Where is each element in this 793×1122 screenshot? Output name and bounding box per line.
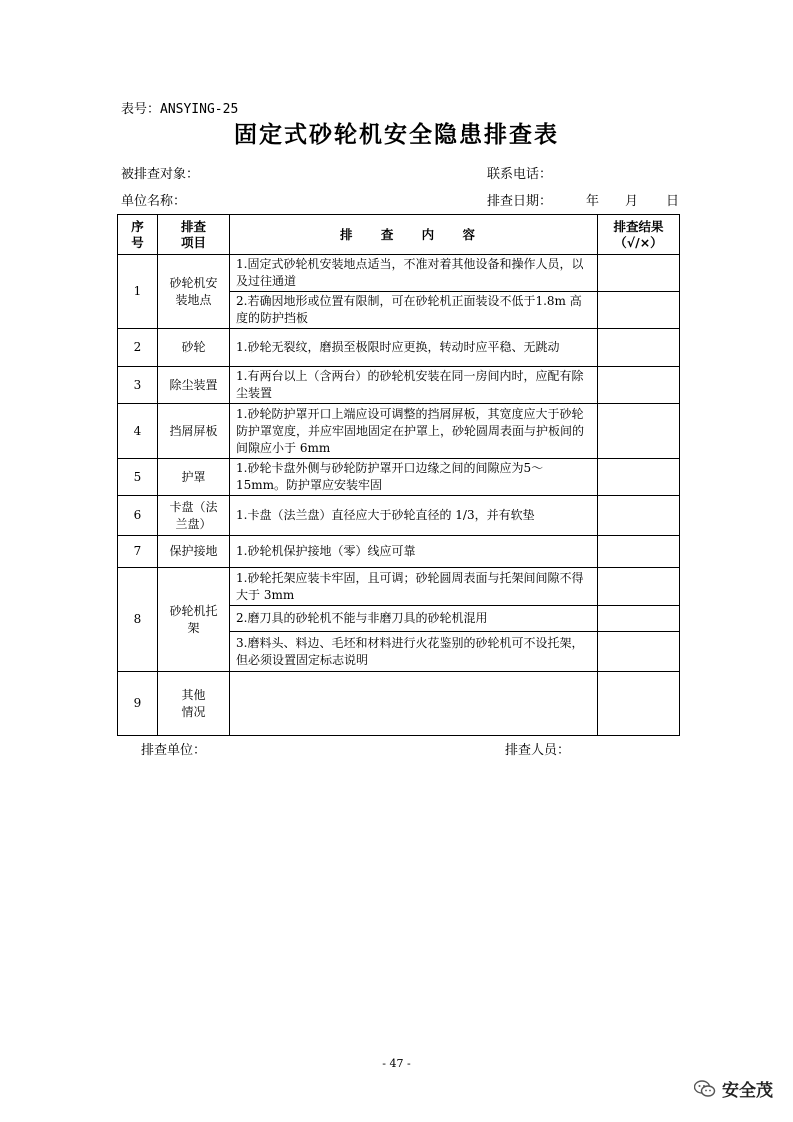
row-content: 1.砂轮无裂纹，磨损至极限时应更换，转动时应平稳、无跳动 <box>230 329 598 367</box>
result-cell[interactable] <box>598 606 680 632</box>
result-cell[interactable] <box>598 496 680 536</box>
result-cell[interactable] <box>598 672 680 736</box>
row-item: 除尘装置 <box>158 367 230 404</box>
row-no: 7 <box>118 536 158 568</box>
inspection-unit-label: 排查单位： <box>141 743 207 758</box>
result-cell[interactable] <box>598 459 680 496</box>
row-no: 1 <box>118 255 158 329</box>
row-no: 4 <box>118 404 158 459</box>
result-cell[interactable] <box>598 255 680 292</box>
row-item: 砂轮 <box>158 329 230 367</box>
table-row <box>118 404 680 459</box>
row-content: 1.有两台以上（含两台）的砂轮机安装在同一房间内时，应配有除尘装置 <box>230 367 598 404</box>
table-row <box>118 367 680 404</box>
month-label: 月 <box>625 194 639 209</box>
page-number: - 47 - <box>382 1057 411 1070</box>
row-no: 2 <box>118 329 158 367</box>
table-row <box>118 255 680 292</box>
watermark <box>694 1076 773 1101</box>
row-item: 护罩 <box>158 459 230 496</box>
row-no: 3 <box>118 367 158 404</box>
row-content: 1.卡盘（法兰盘）直径应大于砂轮直径的 1/3，并有软垫 <box>230 496 598 536</box>
row-content: 1.砂轮卡盘外侧与砂轮防护罩开口边缘之间的间隙应为5～15mm。防护罩应安装牢固 <box>230 459 598 496</box>
row-item: 卡盘（法兰盘） <box>158 496 230 536</box>
row-item: 挡屑屏板 <box>158 404 230 459</box>
table-row <box>118 459 680 496</box>
row-content: 1.砂轮机保护接地（零）线应可靠 <box>230 536 598 568</box>
result-cell[interactable] <box>598 568 680 606</box>
result-cell[interactable] <box>598 536 680 568</box>
table-row <box>118 672 680 736</box>
watermark-text: 安全茂 <box>722 1081 773 1101</box>
result-cell[interactable] <box>598 632 680 672</box>
day-label: 日 <box>666 194 680 209</box>
row-no: 5 <box>118 459 158 496</box>
wechat-icon <box>694 1080 716 1098</box>
row-item: 其他 情况 <box>158 672 230 736</box>
inspection-date <box>487 190 679 209</box>
row-content: 2.磨刀具的砂轮机不能与非磨刀具的砂轮机混用 <box>230 606 598 632</box>
col-content-header: 排 查 内 容 <box>230 215 598 255</box>
inspection-table <box>117 214 680 736</box>
date-label: 排查日期： <box>487 194 553 209</box>
table-row <box>118 329 680 367</box>
table-row <box>118 496 680 536</box>
form-number: 表号：ANSYING-25 <box>121 102 239 117</box>
row-content: 2.若确因地形或位置有限制，可在砂轮机正面装设不低于1.8m 高度的防护挡板 <box>230 292 598 329</box>
inspector-label: 排查人员： <box>505 743 571 758</box>
col-result-header: 排查结果 （√/×） <box>598 215 680 255</box>
row-content: 1.砂轮防护罩开口上端应设可调整的挡屑屏板，其宽度应大于砂轮防护罩宽度，并应牢固地固定在护罩上，砂轮圆周表面与护板间的间隙应小于 6mm <box>230 404 598 459</box>
table-row <box>118 568 680 606</box>
result-cell[interactable] <box>598 404 680 459</box>
row-no: 9 <box>118 672 158 736</box>
row-content: 1.砂轮托架应装卡牢固，且可调；砂轮圆周表面与托架间间隙不得大于 3mm <box>230 568 598 606</box>
col-item-header: 排查 项目 <box>158 215 230 255</box>
row-no: 6 <box>118 496 158 536</box>
col-no-header: 序 号 <box>118 215 158 255</box>
unit-name-label: 单位名称： <box>121 194 187 209</box>
inspected-target-label: 被排查对象： <box>121 167 200 182</box>
row-item: 砂轮机托架 <box>158 568 230 672</box>
table-header-row <box>118 215 680 255</box>
result-cell[interactable] <box>598 292 680 329</box>
contact-phone-label: 联系电话： <box>487 167 553 182</box>
row-content: 3.磨料头、料边、毛坯和材料进行火花鉴别的砂轮机可不设托架，但必须设置固定标志说明 <box>230 632 598 672</box>
result-cell[interactable] <box>598 329 680 367</box>
page-title: 固定式砂轮机安全隐患排查表 <box>234 122 559 148</box>
row-no: 8 <box>118 568 158 672</box>
row-content[interactable] <box>230 672 598 736</box>
table-row <box>118 536 680 568</box>
row-content: 1.固定式砂轮机安装地点适当，不准对着其他设备和操作人员，以及过往通道 <box>230 255 598 292</box>
result-cell[interactable] <box>598 367 680 404</box>
row-item: 砂轮机安装地点 <box>158 255 230 329</box>
row-item: 保护接地 <box>158 536 230 568</box>
year-label: 年 <box>586 194 600 209</box>
